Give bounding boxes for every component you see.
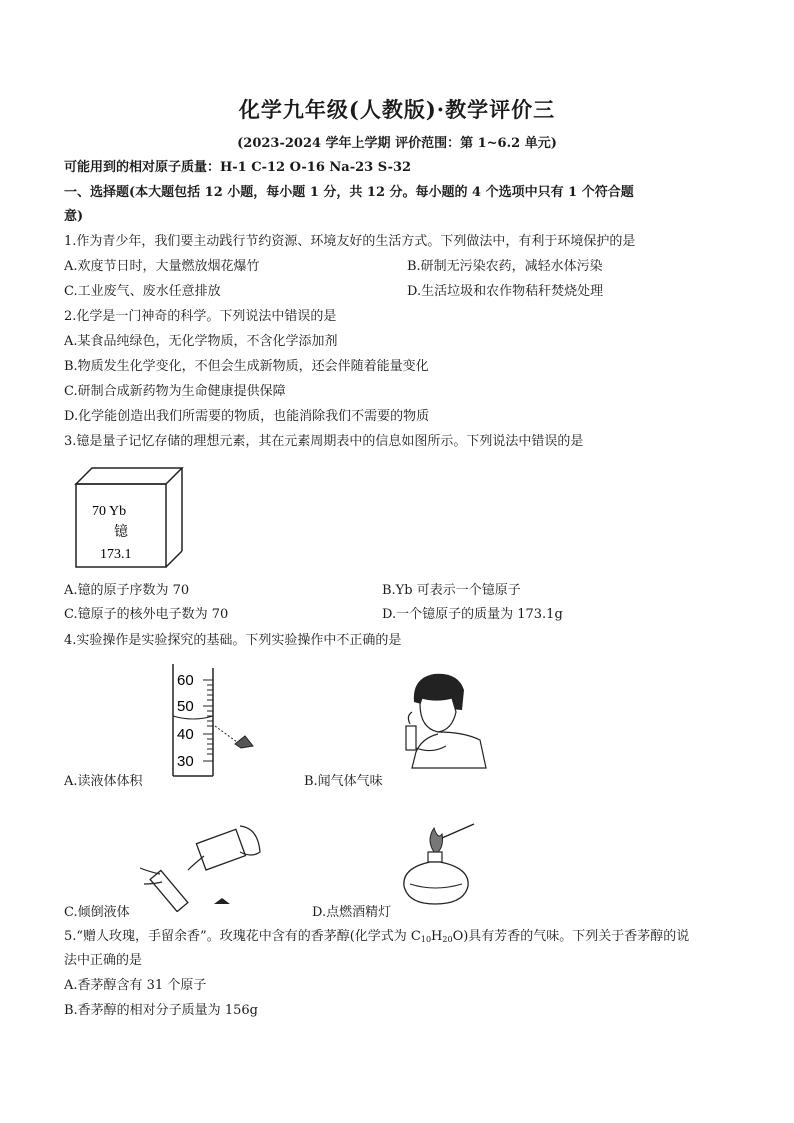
section-heading-line2: 意) (64, 209, 84, 224)
q1-option-b: B.研制无污染农药，减轻水体污染 (407, 259, 603, 274)
question-5-stem (64, 928, 689, 949)
question-2-stem: 2.化学是一门神奇的科学。下列说法中错误的是 (64, 309, 337, 324)
q1-option-a: A.欢度节日时，大量燃放烟花爆竹 (64, 259, 260, 274)
q5-stem-part1: 5.“赠人玫瑰，手留余香”。玫瑰花中含有的香茅醇(化学式为 C (64, 929, 421, 944)
q4-option-b: B.闻气体气味 (304, 774, 383, 789)
atomic-mass-line: 可能用到的相对原子质量：H-1 C-12 O-16 Na-23 S-32 (64, 160, 412, 175)
element-number-symbol: 70 Yb (92, 504, 127, 519)
question-1-stem: 1.作为青少年，我们要主动践行节约资源、环境友好的生活方式。下列做法中，有利于环境保护的是 (64, 234, 636, 249)
page-title: 化学九年级(人教版)·教学评价三 (238, 97, 556, 122)
q5-sub-c: 10 (420, 935, 432, 944)
graduated-cylinder-figure (165, 664, 275, 782)
q1-option-c: C.工业废气、废水任意排放 (64, 284, 221, 299)
alcohol-lamp-figure (398, 818, 478, 908)
q3-option-a: A.镱的原子序数为 70 (64, 583, 190, 598)
q3-option-b: B.Yb 可表示一个镱原子 (382, 583, 521, 598)
q5-option-a: A.香茅醇含有 31 个原子 (64, 978, 207, 993)
q5-stem-part2: O)具有芳香的气味。下列关于香茅醇的说 (452, 929, 690, 944)
q5-sub-h: 20 (442, 935, 453, 944)
q2-option-d: D.化学能创造出我们所需要的物质，也能消除我们不需要的物质 (64, 409, 430, 424)
element-mass: 173.1 (100, 547, 132, 562)
tick-40: 40 (177, 726, 194, 743)
element-cell-figure (74, 466, 189, 571)
element-name: 镱 (114, 524, 128, 540)
tick-30: 30 (177, 753, 194, 770)
q1-option-d: D.生活垃圾和农作物秸秆焚烧处理 (407, 284, 604, 299)
q4-option-c: C.倾倒液体 (64, 905, 130, 920)
q4-option-a: A.读液体体积 (64, 774, 143, 789)
page-subtitle: (2023-2024 学年上学期 评价范围：第 1~6.2 单元) (237, 136, 557, 151)
q2-option-b: B.物质发生化学变化，不但会生成新物质，还会伴随着能量变化 (64, 359, 429, 374)
question-3-stem: 3.镱是量子记忆存储的理想元素，其在元素周期表中的信息如图所示。下列说法中错误的是 (64, 434, 584, 449)
q5-stem-h: H (431, 929, 443, 944)
smell-gas-figure (392, 668, 492, 770)
q5-option-b: B.香茅醇的相对分子质量为 156g (64, 1003, 258, 1018)
tick-50: 50 (177, 698, 194, 715)
pour-liquid-figure (140, 818, 265, 912)
question-4-stem: 4.实验操作是实验探究的基础。下列实验操作中不正确的是 (64, 633, 402, 648)
section-heading-line1: 一、选择题(本大题包括 12 小题，每小题 1 分，共 12 分。每小题的 4 个选项中只有 1 个符合题 (64, 185, 634, 200)
q2-option-a: A.某食品纯绿色，无化学物质，不含化学添加剂 (64, 334, 338, 349)
q3-option-c: C.镱原子的核外电子数为 70 (64, 607, 229, 622)
q3-option-d: D.一个镱原子的质量为 173.1g (382, 607, 563, 622)
question-5-stem-line2: 法中正确的是 (64, 953, 143, 968)
q4-option-d: D.点燃酒精灯 (312, 905, 392, 920)
q2-option-c: C.研制合成新药物为生命健康提供保障 (64, 384, 286, 399)
tick-60: 60 (177, 672, 194, 689)
